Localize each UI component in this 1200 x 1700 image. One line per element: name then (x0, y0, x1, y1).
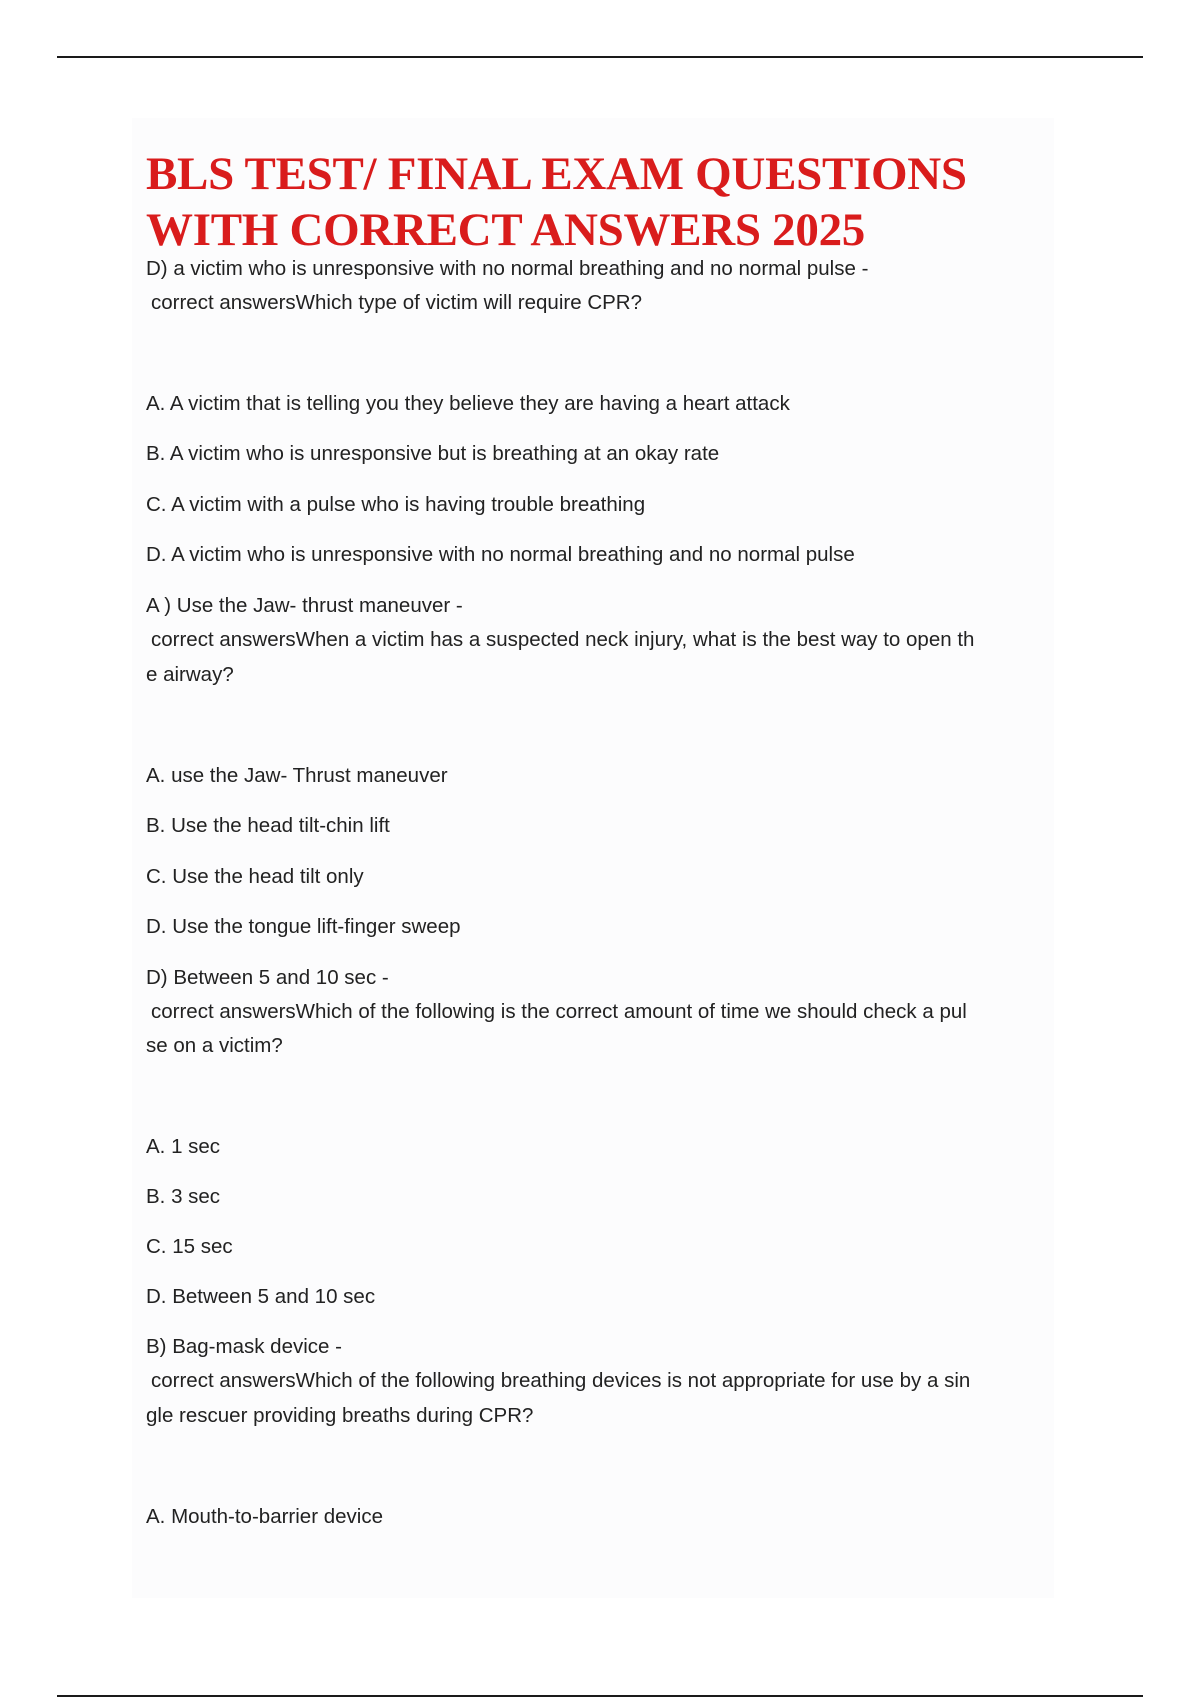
page-content (132, 118, 1054, 1598)
answer-line: A ) Use the Jaw- thrust maneuver - (146, 594, 463, 617)
answer-option: B. Use the head tilt-chin lift (146, 814, 390, 837)
answer-option: D. Between 5 and 10 sec (146, 1285, 376, 1308)
answer-line: B) Bag-mask device - (146, 1335, 342, 1358)
answer-option: C. A victim with a pulse who is having trouble breathing (146, 493, 646, 516)
answer-option: A. 1 sec (146, 1135, 221, 1158)
answer-option: C. 15 sec (146, 1235, 233, 1258)
answer-option: D. A victim who is unresponsive with no normal breathing and no normal pulse (146, 543, 855, 566)
question-text: e airway? (146, 663, 234, 686)
answer-line: D) a victim who is unresponsive with no normal breathing and no normal pulse - (146, 257, 869, 280)
question-text: correct answersWhich type of victim will require CPR? (151, 291, 642, 314)
footer-rule (57, 1695, 1143, 1697)
answer-option: D. Use the tongue lift-finger sweep (146, 915, 461, 938)
answer-option: A. use the Jaw- Thrust maneuver (146, 764, 448, 787)
answer-option: A. A victim that is telling you they believe they are having a heart attack (146, 392, 790, 415)
answer-option: B. A victim who is unresponsive but is breathing at an okay rate (146, 442, 720, 465)
question-text: gle rescuer providing breaths during CPR? (146, 1404, 534, 1427)
question-text: correct answersWhen a victim has a suspected neck injury, what is the best way to open th (151, 628, 975, 651)
answer-option: C. Use the head tilt only (146, 865, 364, 888)
header-rule (57, 56, 1143, 58)
answer-option: B. 3 sec (146, 1185, 221, 1208)
answer-line: D) Between 5 and 10 sec - (146, 966, 389, 989)
document-title-line-1: BLS TEST/ FINAL EXAM QUESTIONS (146, 148, 967, 200)
question-text: correct answersWhich of the following is the correct amount of time we should check a pul (151, 1000, 967, 1023)
answer-option: A. Mouth-to-barrier device (146, 1505, 383, 1528)
question-text: correct answersWhich of the following breathing devices is not appropriate for use by a sin (151, 1369, 971, 1392)
document-title-line-2: WITH CORRECT ANSWERS 2025 (146, 204, 865, 256)
question-text: se on a victim? (146, 1034, 283, 1057)
document-title (146, 146, 967, 258)
